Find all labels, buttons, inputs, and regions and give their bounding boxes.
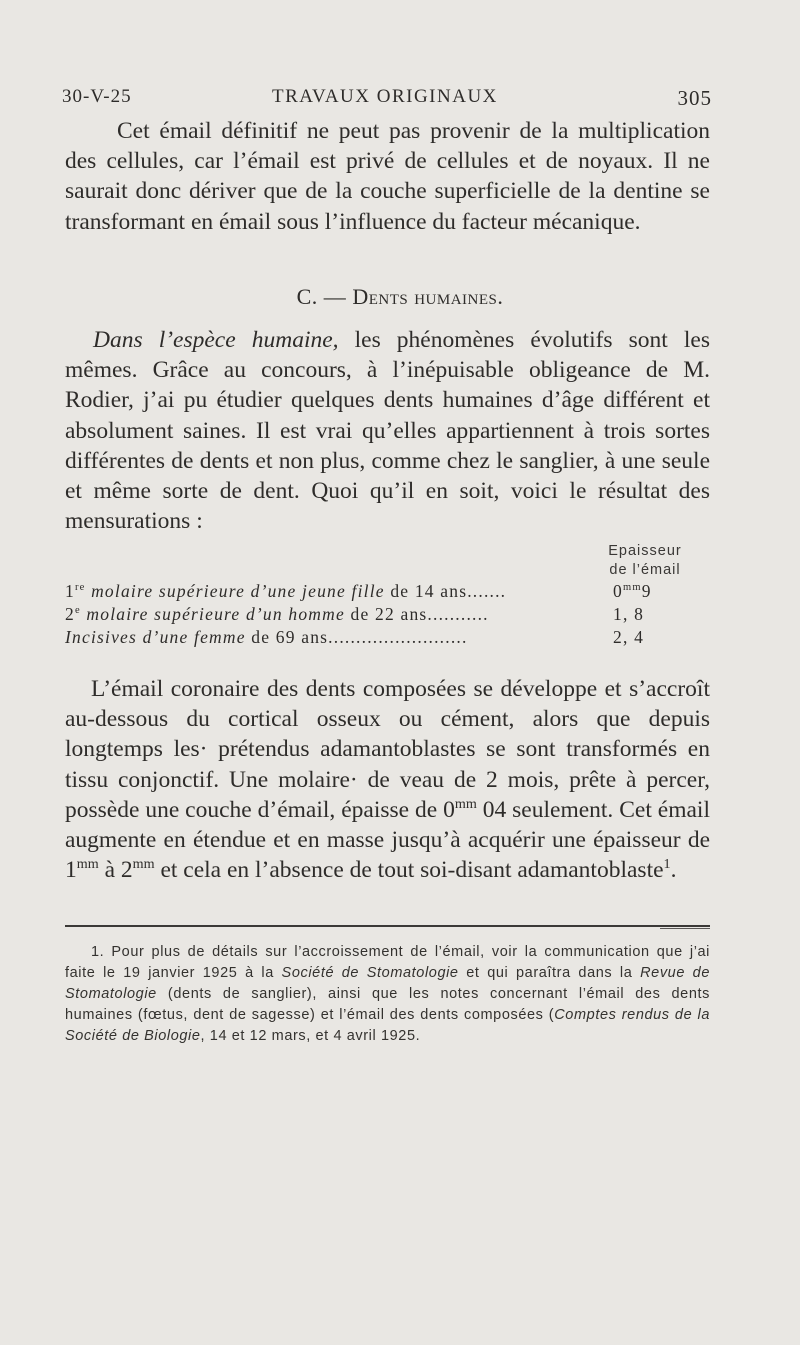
paragraph-2-text: les phénomènes évolutifs sont les mêmes. Grâce au concours, à l’inépuisable obligeance de M. Rodier, j’ai pu étudier quelques dents humaines d’âge différent et absolument saines. Il est vrai qu’elles appartiennent à trois sortes différentes de dents et non plus, comme chez le sanglier, à une seule et même sorte de dent. Quoi qu’il en soit, voici le résultat des mensurations : <box>65 327 710 535</box>
table-row <box>65 627 715 651</box>
row-label-rest: de 22 ans........... <box>344 604 489 624</box>
footnote-text: , 14 et 12 mars, et 4 avril 1925. <box>200 1028 421 1044</box>
paragraph-3-part: . <box>670 857 677 884</box>
row-label <box>65 604 489 625</box>
row-value <box>613 604 644 625</box>
footnote-divider <box>65 925 710 927</box>
row-label-italic: molaire supérieure d’un homme <box>86 604 345 624</box>
paragraph-2-lead: Dans l’espèce humaine, <box>93 327 339 353</box>
paragraph-3-part: à 2 <box>98 857 133 884</box>
running-header <box>62 86 712 114</box>
paragraph-1 <box>65 116 710 237</box>
table-row <box>65 604 715 628</box>
footnote-text: et qui paraîtra dans la <box>458 965 641 981</box>
unit-superscript: mm <box>76 856 99 873</box>
row-label <box>65 627 468 648</box>
header-date: 30-V-25 <box>62 86 132 107</box>
table-row <box>65 581 715 605</box>
row-value-rest: 9 <box>641 581 652 601</box>
footnote-divider-secondary <box>660 928 710 929</box>
page-number: 305 <box>677 86 712 110</box>
row-value-main: 1, 8 <box>613 604 645 624</box>
row-label-rest: de 14 ans....... <box>384 581 507 601</box>
paragraph-1-text: Cet émail définitif ne peut pas provenir de la multiplication des cellules, car l’émail est privé de cellules et de noyaux. Il ne saurait donc dériver que de la couche superficielle de la dentine se transformant en émail sous l’influence du facteur mécanique. <box>65 118 710 235</box>
footnote-reference[interactable]: 1 <box>663 856 671 873</box>
unit-superscript: mm <box>454 795 477 812</box>
row-value <box>613 581 652 602</box>
running-title: TRAVAUX ORIGINAUX <box>272 86 498 107</box>
row-value-unit: mm <box>622 582 642 594</box>
footnote-italic: Revue de Stomatologie <box>65 965 710 1002</box>
footnote-text: (dents de sanglier), ainsi que les notes concernant l’émail des dents humaines (fœtus, dent de sagesse) et l’émail des dents composées ( <box>65 986 710 1023</box>
section-title: Dents humaines. <box>352 284 504 309</box>
paragraph-3-part: et cela en l’absence de tout soi-disant adamantoblaste <box>154 857 664 884</box>
paragraph-2 <box>65 325 710 536</box>
footnote-text: 1. Pour plus de détails sur l’accroissement de l’émail, voir la communication que j’ai faite le 19 janvier 1925 à la <box>65 944 710 981</box>
footnote <box>65 942 710 1047</box>
footnote-italic: Comptes rendus de la Société de Biologie <box>65 1007 710 1044</box>
table-header-line2: de l’émail <box>609 562 681 578</box>
row-value-main: 2, 4 <box>613 627 645 647</box>
table-header-line1: Epaisseur <box>608 543 682 559</box>
paragraph-3 <box>65 674 710 885</box>
section-letter: C. — <box>296 284 347 309</box>
section-heading <box>0 284 800 310</box>
row-label <box>65 581 506 602</box>
paragraph-3-part: 04 seulement. Cet émail augmente en étendue et en masse jusqu’à acquérir une épaisseur de 1 <box>65 796 710 884</box>
footnote-italic: Société de Stomatologie <box>281 965 459 981</box>
row-label-italic: molaire supérieure d’une jeune fille <box>91 581 385 601</box>
row-ordinal-suffix: re <box>74 582 86 594</box>
row-label-italic: Incisives d’une femme <box>65 627 246 647</box>
row-ordinal-suffix: e <box>74 605 81 617</box>
paragraph-3-part: L’émail coronaire des dents composées se développe et s’accroît au-dessous du cortical osseux ou cément, alors que depuis longtemps les· prétendus adamantoblastes se sont transformés en tissu conjonctif. Une molaire· de veau de 2 mois, prête à percer, possède une couche d’émail, épaisse de 0 <box>65 676 710 823</box>
row-value <box>613 627 644 648</box>
row-label-rest: de 69 ans......................... <box>245 627 468 647</box>
unit-superscript: mm <box>132 856 155 873</box>
row-ordinal: 2 <box>65 604 75 624</box>
row-ordinal: 1 <box>65 581 75 601</box>
row-value-main: 0 <box>613 581 623 601</box>
